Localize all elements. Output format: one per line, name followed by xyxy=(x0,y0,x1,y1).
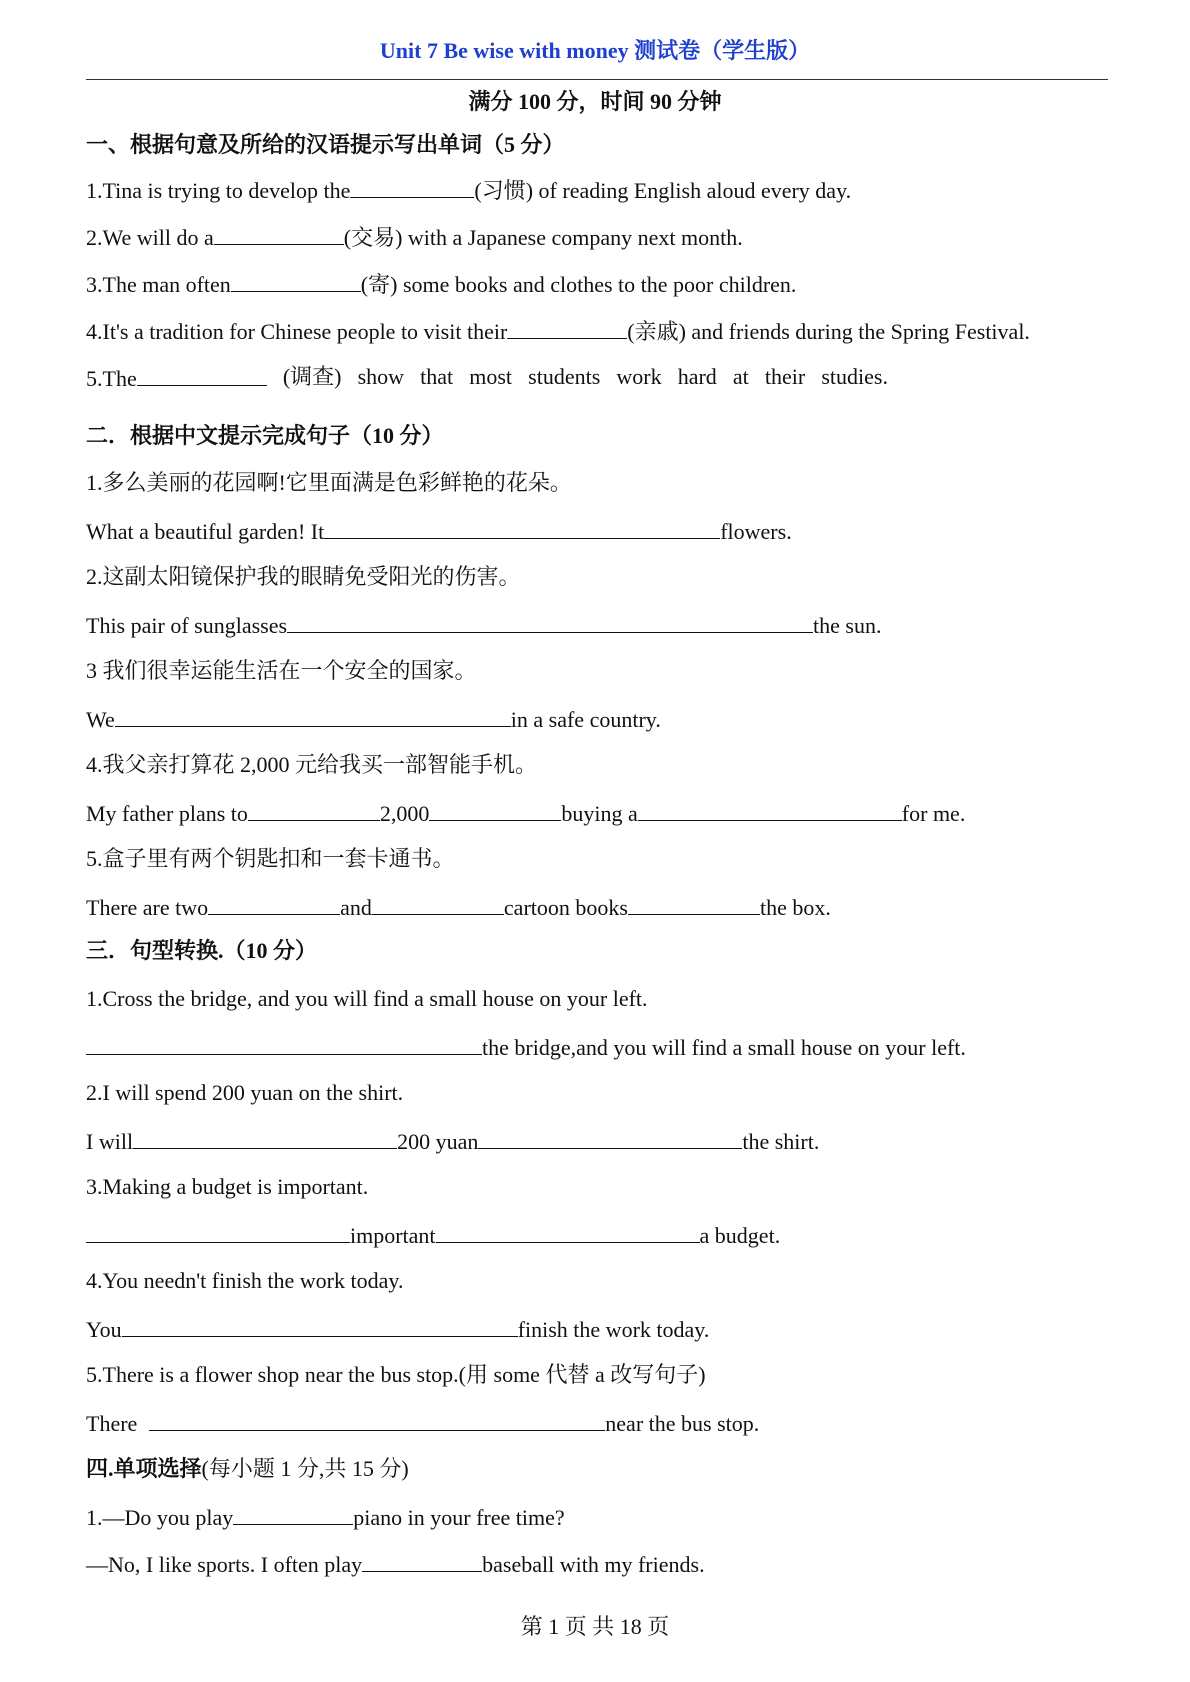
answer-blank[interactable] xyxy=(324,516,720,539)
page-footer: 第 1 页 共 18 页 xyxy=(520,1614,670,1639)
s2-q3-chinese: 3 我们很幸运能生活在一个安全的国家。 xyxy=(86,658,477,683)
answer-blank[interactable] xyxy=(231,269,361,292)
section-2-heading: 二．根据中文提示完成句子（10 分） xyxy=(86,423,444,448)
s1-question-5: 5.The (调查) show that most students work hard at their studies. xyxy=(86,364,888,391)
section-1-heading: 一、根据句意及所给的汉语提示写出单词（5 分） xyxy=(86,132,565,157)
s1-question-1: 1.Tina is trying to develop the (习惯) of reading English aloud every day. xyxy=(86,175,851,205)
s3-q1-original: 1.Cross the bridge, and you will find a small house on your left. xyxy=(86,986,648,1011)
s1-question-3: 3.The man often (寄) some books and clothes to the poor children. xyxy=(86,269,796,299)
s2-q1-chinese: 1.多么美丽的花园啊!它里面满是色彩鲜艳的花朵。 xyxy=(86,470,572,495)
s4-q1-line1: 1.—Do you play piano in your free time? xyxy=(86,1502,565,1532)
answer-blank[interactable] xyxy=(248,798,380,821)
s2-q4-english: My father plans to 2,000 buying a for me. xyxy=(86,798,965,828)
s4-q1-line2: —No, I like sports. I often play baseball with my friends. xyxy=(86,1549,705,1579)
answer-blank[interactable] xyxy=(86,1032,482,1055)
exam-subtitle: 满分 100 分，时间 90 分钟 xyxy=(468,89,722,114)
answer-blank[interactable] xyxy=(233,1502,353,1525)
s2-q5-english: There are two and cartoon books the box. xyxy=(86,892,831,922)
s3-q5-original: 5.There is a flower shop near the bus stop.(用 some 代替 a 改写句子) xyxy=(86,1362,706,1387)
document-header: Unit 7 Be wise with money 测试卷（学生版） xyxy=(379,38,811,63)
answer-blank[interactable] xyxy=(115,704,511,727)
s2-q2-english: This pair of sunglasses the sun. xyxy=(86,610,881,640)
answer-blank[interactable] xyxy=(208,892,340,915)
answer-blank[interactable] xyxy=(372,892,504,915)
answer-blank[interactable] xyxy=(133,1126,397,1149)
s3-q2-original: 2.I will spend 200 yuan on the shirt. xyxy=(86,1080,404,1105)
s3-q4-original: 4.You needn't finish the work today. xyxy=(86,1268,404,1293)
answer-blank[interactable] xyxy=(86,1220,350,1243)
answer-blank[interactable] xyxy=(429,798,561,821)
answer-blank[interactable] xyxy=(628,892,760,915)
answer-blank[interactable] xyxy=(149,1408,605,1431)
s3-q4-rewrite: You finish the work today. xyxy=(86,1314,709,1344)
answer-blank[interactable] xyxy=(350,175,474,198)
answer-blank[interactable] xyxy=(287,610,813,633)
section-3-heading: 三．句型转换.（10 分） xyxy=(86,938,318,963)
s2-q1-english: What a beautiful garden! It flowers. xyxy=(86,516,792,546)
answer-blank[interactable] xyxy=(478,1126,742,1149)
answer-blank[interactable] xyxy=(436,1220,700,1243)
s2-q5-chinese: 5.盒子里有两个钥匙扣和一套卡通书。 xyxy=(86,846,455,871)
answer-blank[interactable] xyxy=(214,222,344,245)
s3-q3-original: 3.Making a budget is important. xyxy=(86,1174,369,1199)
s2-q4-chinese: 4.我父亲打算花 2,000 元给我买一部智能手机。 xyxy=(86,752,538,777)
s3-q5-rewrite: There near the bus stop. xyxy=(86,1408,759,1438)
answer-blank[interactable] xyxy=(507,316,627,339)
answer-blank[interactable] xyxy=(137,363,267,386)
s1-question-4: 4.It's a tradition for Chinese people to visit their (亲戚) and friends during the Spring Festival. xyxy=(86,316,1030,346)
header-rule xyxy=(86,79,1108,80)
s3-q1-rewrite: the bridge,and you will find a small house on your left. xyxy=(86,1032,966,1062)
section-4-heading: 四.单项选择(每小题 1 分,共 15 分) xyxy=(86,1456,409,1481)
s3-q2-rewrite: I will 200 yuan the shirt. xyxy=(86,1126,819,1156)
answer-blank[interactable] xyxy=(122,1314,518,1337)
answer-blank[interactable] xyxy=(362,1549,482,1572)
s2-q3-english: We in a safe country. xyxy=(86,704,661,734)
s2-q2-chinese: 2.这副太阳镜保护我的眼睛免受阳光的伤害。 xyxy=(86,564,521,589)
answer-blank[interactable] xyxy=(638,798,902,821)
s1-question-2: 2.We will do a (交易) with a Japanese company next month. xyxy=(86,222,743,252)
s3-q3-rewrite: important a budget. xyxy=(86,1220,780,1250)
